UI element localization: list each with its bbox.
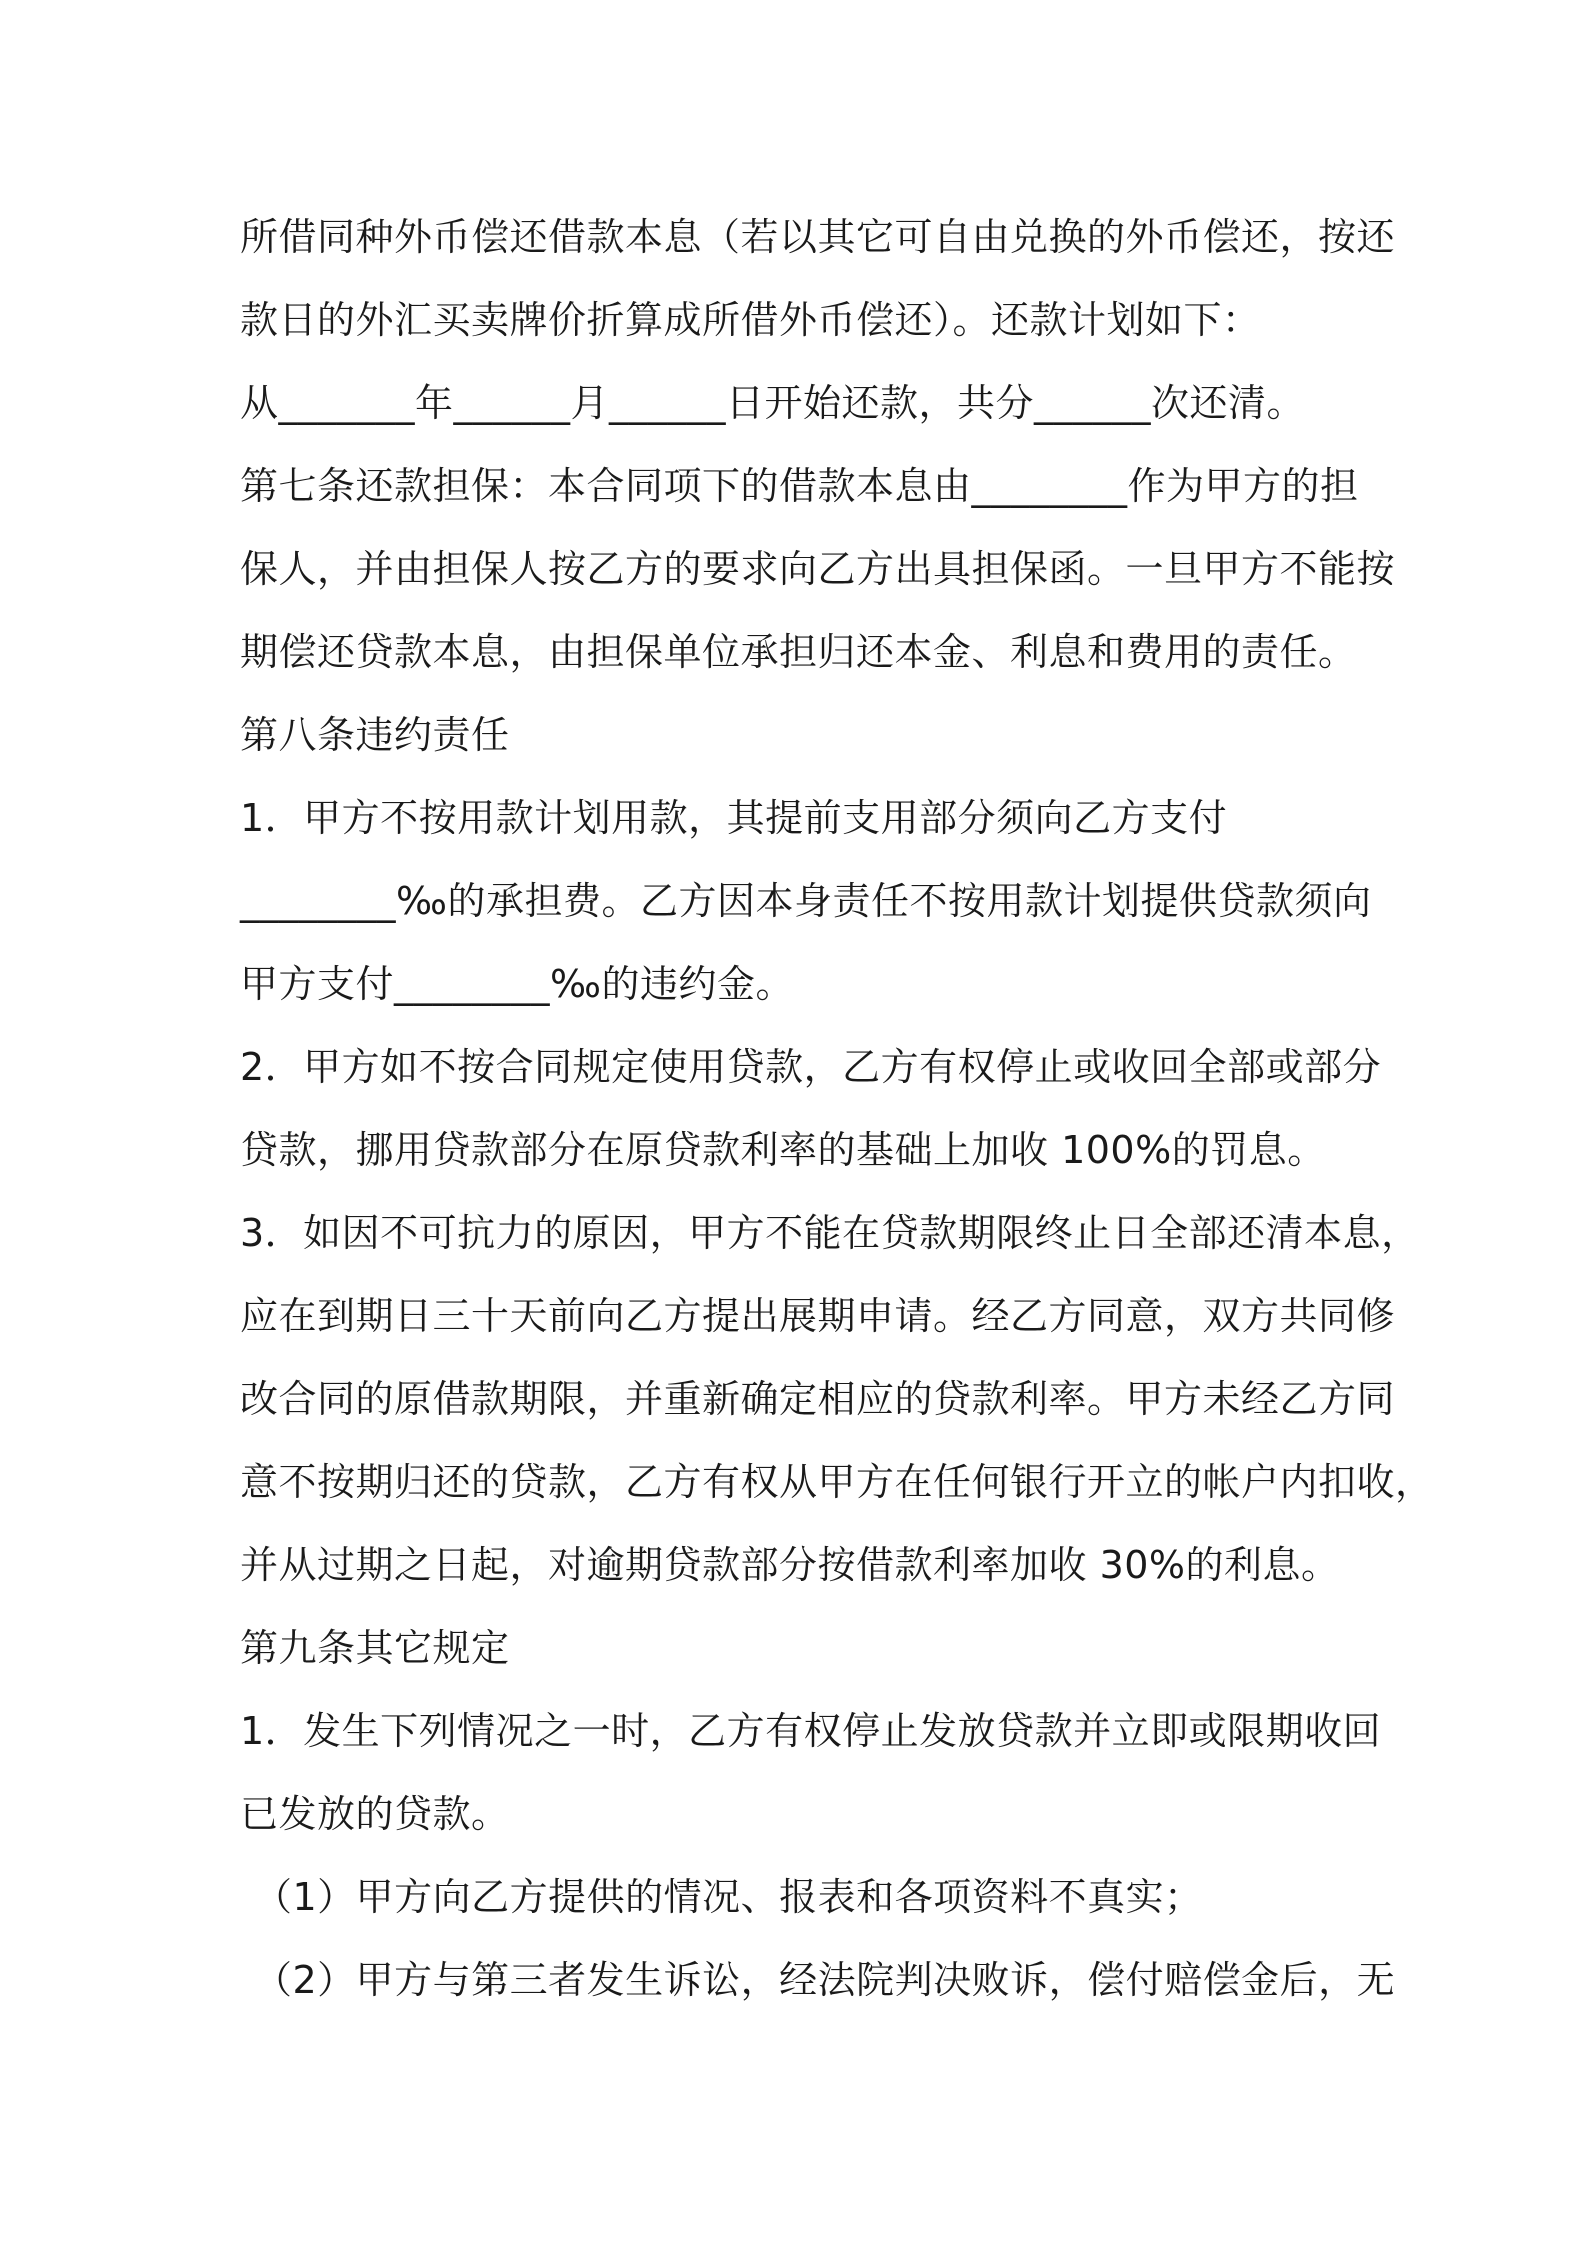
paragraph-line: 所借同种外币偿还借款本息（若以其它可自由兑换的外币偿还，按还 [240, 215, 1396, 259]
paragraph-line: 期偿还贷款本息，由担保单位承担归还本金、利息和费用的责任。 [240, 630, 1357, 674]
paragraph-line: 并从过期之日起，对逾期贷款部分按借款利率加收 30%的利息。 [240, 1543, 1340, 1587]
paragraph-line: 保人，并由担保人按乙方的要求向乙方出具担保函。一旦甲方不能按 [240, 547, 1396, 591]
list-item: （2）甲方与第三者发生诉讼，经法院判决败诉，偿付赔偿金后，无 [254, 1958, 1396, 2002]
clause-line: 3．如因不可抗力的原因，甲方不能在贷款期限终止日全部还清本息， [240, 1211, 1420, 1255]
paragraph-line: 贷款，挪用贷款部分在原贷款利率的基础上加收 100%的罚息。 [240, 1128, 1326, 1172]
paragraph-line: 改合同的原借款期限，并重新确定相应的贷款利率。甲方未经乙方同 [240, 1377, 1396, 1421]
list-item: （1）甲方向乙方提供的情况、报表和各项资料不真实； [254, 1875, 1203, 1919]
clause-line: 1．发生下列情况之一时，乙方有权停止发放贷款并立即或限期收回 [240, 1709, 1382, 1753]
paragraph-line: 意不按期归还的贷款，乙方有权从甲方在任何银行开立的帐户内扣收， [240, 1460, 1434, 1504]
repayment-schedule-line: 从_______年______月______日开始还款，共分______次还清。 [240, 381, 1306, 425]
paragraph-line: 款日的外汇买卖牌价折算成所借外币偿还）。还款计划如下： [240, 298, 1261, 342]
paragraph-line: 甲方支付________‰的违约金。 [240, 962, 794, 1006]
clause-line: 2．甲方如不按合同规定使用贷款，乙方有权停止或收回全部或部分 [240, 1045, 1382, 1089]
paragraph-line: ________‰的承担费。乙方因本身责任不按用款计划提供贷款须向 [240, 879, 1372, 923]
article-9-heading: 第九条其它规定 [240, 1626, 510, 1670]
contract-body [240, 196, 1434, 2022]
article-8-heading: 第八条违约责任 [240, 713, 510, 757]
clause-line: 1．甲方不按用款计划用款，其提前支用部分须向乙方支付 [240, 796, 1228, 840]
paragraph-line: 已发放的贷款。 [240, 1792, 510, 1836]
article-7-line: 第七条还款担保：本合同项下的借款本息由________作为甲方的担 [240, 464, 1359, 508]
paragraph-line: 应在到期日三十天前向乙方提出展期申请。经乙方同意，双方共同修 [240, 1294, 1396, 1338]
